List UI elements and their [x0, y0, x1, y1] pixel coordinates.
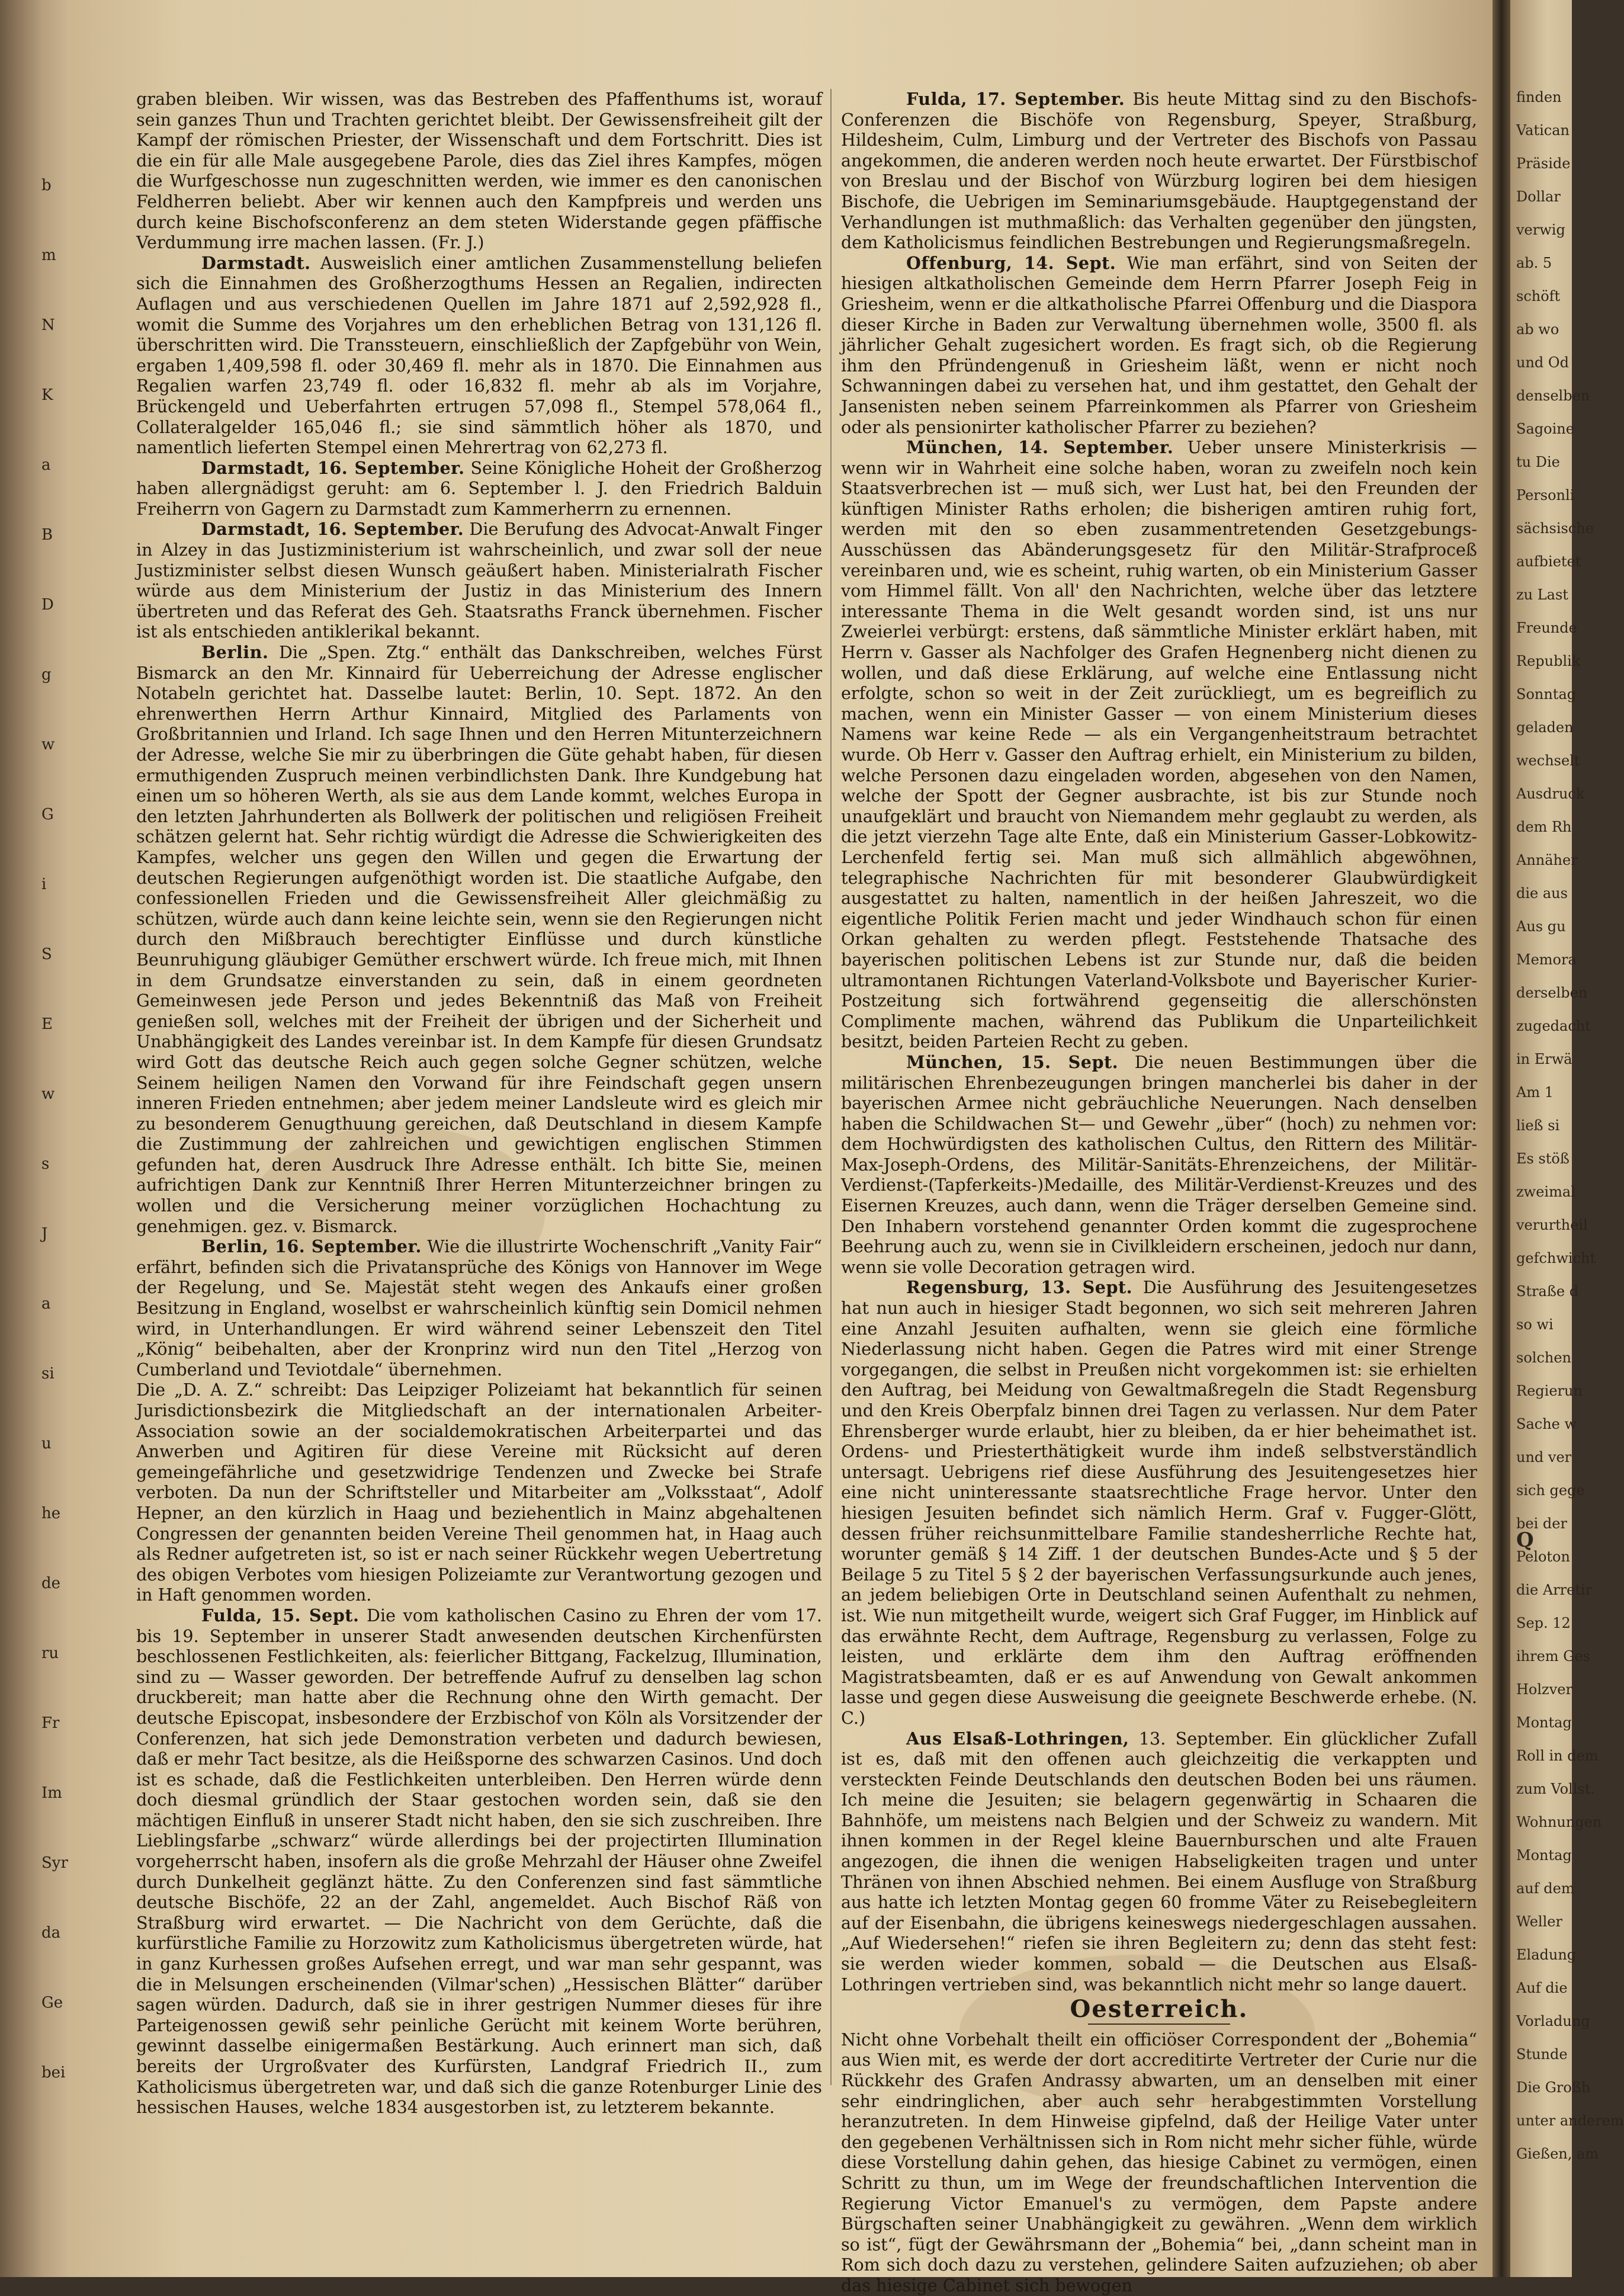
- right-page-fragment: Regierun: [1516, 1383, 1583, 1399]
- dateline: Fulda, 17. September.: [906, 89, 1125, 109]
- book-spine: [1493, 0, 1510, 2277]
- margin-fragment: D: [41, 596, 54, 614]
- dateline: Regensburg, 13. Sept.: [906, 1277, 1133, 1298]
- right-page-fragment: verwig: [1516, 222, 1565, 238]
- right-page-fragment: Personli: [1516, 487, 1575, 504]
- right-page-fragment: Vatican: [1516, 122, 1570, 139]
- margin-fragment: b: [41, 177, 52, 194]
- margin-fragment: i: [41, 876, 47, 893]
- paragraph-text: Seine Königliche Hoheit der Großherzog haben allergnädigst geruht: am 6. September l. J. den Friedrich Balduin Freiherrn von Gagern zu Darmstadt zum Kammerherrn zu ernennen.: [136, 457, 822, 519]
- dateline: Darmstadt.: [201, 252, 311, 273]
- right-page-fragment: Roll in dem: [1516, 1747, 1599, 1764]
- right-page-fragment: Sagoine: [1516, 421, 1574, 437]
- right-page-fragment: Weller: [1516, 1913, 1562, 1930]
- paragraph-text: Nicht ohne Vorbehalt theilt ein officiöser Correspondent der „Bohemia“ aus Wien mit, es werde der dort accreditirte Vertreter der Curie nur die Rückkehr des Grafen Andrassy abwarten, um an denselben mit einer sehr eindringlichen, aber auch sehr herabgestimmten Vorstellung heranzutreten. In dem Hinweise gipfelnd, daß der Heilige Vater unter den gegebenen Verhältnissen sich in Rom nicht mehr sicher fühle, würde diese Vorstellung dahin gehen, das hiesige Cabinet zu vermögen, einen Schritt zu thun, um im Wege der freundschaftlichen Intervention die Regierung Victor Emanuel's zu vermögen, dem Papste andere Bürgschaften seiner Unabhängigkeit zu gewähren. „Wenn dem wirklich so ist“, fügt der Gewährsmann der „Bohemia“ bei, „dann scheint man in Rom sich doch dazu zu verstehen, gelindere Saiten aufzuziehen; ob aber das hiesige Cabinet sich bewogen: [841, 2029, 1477, 2295]
- right-page-fragment: zweimal: [1516, 1184, 1575, 1200]
- right-page-fragment: so wi: [1516, 1316, 1554, 1333]
- article-paragraph: [841, 1277, 1477, 1728]
- article-paragraph: [841, 89, 1477, 253]
- dateline: Offenburg, 14. Sept.: [906, 252, 1116, 273]
- right-page-fragment: Vorladung: [1516, 2013, 1590, 2029]
- margin-fragment: E: [41, 1015, 53, 1033]
- right-page-fragment: zu Last: [1516, 586, 1568, 603]
- right-page-fragment: schöft: [1516, 288, 1561, 304]
- right-page-heading: Q: [1516, 1528, 1534, 1552]
- article-paragraph: [136, 1605, 822, 2118]
- margin-fragment: a: [41, 1295, 51, 1313]
- right-page-fragment: ab wo: [1516, 321, 1559, 338]
- right-page-fragment: sächsische: [1516, 520, 1594, 537]
- article-paragraph: [136, 458, 822, 520]
- right-page-fragment: zugedacht: [1516, 1018, 1591, 1034]
- right-page-fragment: Wohnungen: [1516, 1814, 1602, 1830]
- article-paragraph: [136, 253, 822, 458]
- article-paragraph: [841, 437, 1477, 1052]
- paragraph-text: Die vom katholischen Casino zu Ehren der vom 17. bis 19. September in unserer Stadt anwesenden deutschen Kirchenfürsten beschlossenen Festlichkeiten, als: feierlicher Bittgang, Fackelzug, Illumination, sind zu — Wasser geworden. Der betreffende Aufruf zu denselben lag schon druckbereit; man hatte aber die Rechnung ohne den Wirth gemacht. Der deutsche Episcopat, insbesondere der Erzbischof von Köln als Vorsitzender der Conferenzen, hat sich jede Demonstration verbeten und dadurch bewiesen, daß er mehr Tact besitze, als die Heißsporne des schwarzen Casinos. Und doch ist es schade, daß die Festlichkeiten unterbleiben. Den Herren würde denn doch diesmal gründlich der Staar gestochen worden sein, daß sie den mächtigen Einfluß in unserer Stadt nicht haben, den sie sich zuschreiben. Ihre Lieblingsfarbe „schwarz“ würde allerdings bei der projectirten Illumination vorgeherrscht haben, insofern als die große Mehrzahl der Häuser ohne Zweifel durch Dunkelheit geglänzt hätte. Zu den Conferenzen sind fast sämmtliche deutsche Bischöfe, 22 an der Zahl, angemeldet. Auch Bischof Räß von Straßburg wird erwartet. — Die Nachricht von dem Gerüchte, daß die kurfürstliche Familie zu Horzowitz zum Katholicismus übergetreten würde, hat in ganz Kurhessen großes Aufsehen erregt, und war man sehr gespannt, was die in Melsungen erscheinenden (Vilmar'schen) „Hessischen Blätter“ darüber sagen würden. Dadurch, daß sie in ihrer gestrigen Nummer dieses für ihre Parteigenossen gewiß sehr peinliche Gerücht mit keinem Worte berühren, gewinnt dasselbe einigermaßen Bestärkung. Auch erinnert man sich, daß bereits der Urgroßvater des Kurfürsten, Landgraf Friedrich II., zum Katholicismus übergetreten war, und daß sich die ganze Rotenburger Linie des hessischen Hauses, welche 1834 ausgestorben ist, zu letzterem bekannte.: [136, 1605, 823, 2118]
- right-page-fragment: Memora: [1516, 951, 1577, 968]
- right-page-fragment: Peloton: [1516, 1548, 1570, 1565]
- right-column-articles: [841, 89, 1477, 1994]
- section-heading-austria: Oesterreich.: [1070, 1995, 1249, 2024]
- right-page-fragment: Sonntag: [1516, 686, 1577, 703]
- paragraph-text: Bis heute Mittag sind zu den Bischofs-Conferenzen die Bischöfe von Regensburg, Speyer, Straßburg, Hildesheim, Culm, Limburg und der Vertreter des Bischofs von Passau angekommen, die anderen werden noch heute erwartet. Der Fürstbischof von Breslau und der Bischof von Würzburg logiren bei dem hiesigen Bischofe, die Uebrigen im Seminariumsgebäude. Hauptgegenstand der Verhandlungen ist muthmaßlich: das Verhalten gegenüber den jüngsten, dem Katholicismus feindlichen Bestrebungen und Regierungsmaßregeln.: [841, 89, 1478, 253]
- margin-fragment: si: [41, 1365, 54, 1383]
- right-page-fragment: geladen: [1516, 719, 1574, 736]
- paragraph-text: Ueber unsere Ministerkrisis — wenn wir in Wahrheit eine solche haben, woran zu zweifeln noch kein Staatsverbrechen ist — muß sich, wer Lust hat, bei den Freunden der künftigen Minister Raths erholen; die bisherigen amtiren ruhig fort, werden mit den so eben zusammentretenden Gesetzgebungs-Ausschüssen das Abänderungsgesetz für den Militär-Strafproceß vereinbaren und, wie es scheint, ruhig warten, ob ein Ministerium Gasser vom Himmel fällt. Von all' den Nachrichten, welche über das letztere interessante Thema in die Welt gesandt worden sind, ist uns nur Zweierlei verbürgt: erstens, daß sämmtliche Minister erklärt haben, mit Herrn v. Gasser als Nachfolger des Grafen Hegnenberg nicht dienen zu wollen, und daß diese Erklärung, auf welche eine Entlassung nicht erfolgte, schon so weit in der Zeit zurückliegt, um es begreiflich zu machen, wenn ein Minister Gasser — von einem Ministerium dieses Namens war keine Rede — als ein Vergangenheitstraum betrachtet wurde. Ob Herr v. Gasser den Auftrag erhielt, ein Ministerium zu bilden, welche Personen dazu eingeladen worden, abgesehen von den Namen, welche der Spott der Gegner ausbrachte, ist bis zur Stunde noch unaufgeklärt und braucht von Niemandem mehr geglaubt zu werden, als die jetzt vierzehn Tage alte Ente, daß ein Ministerium Gasser-Lobkowitz-Lerchenfeld fertig sei. Man muß sich allmählich abgewöhnen, telegraphische Nachrichten für mit besonderer Glaubwürdigkeit ausgestattet zu halten, namentlich in der heißen Jahreszeit, wo die eigentliche Politik Ferien macht und jeder Windhauch schon für einen Orkan gehalten zu werden pflegt. Feststehende Thatsache des bayerischen politischen Lebens ist zur Stunde nur, daß die beiden ultramontanen Richtungen Vaterland-Volksbote und Bayerischer Kurier-Postzeitung sich fortwährend gegenseitig die allerschönsten Complimente machen, während das Publikum die Unparteilichkeit besitzt, beiden Parteien Recht zu geben.: [841, 437, 1477, 1052]
- article-paragraph: [136, 1380, 822, 1605]
- right-page-fragment: Präside: [1516, 155, 1571, 172]
- section-rule: [1088, 2024, 1230, 2025]
- article-paragraph: [136, 89, 822, 253]
- right-page-fragment: Stunde: [1516, 2046, 1568, 2063]
- margin-fragment: Syr: [41, 1854, 68, 1872]
- margin-fragment: Ge: [41, 1994, 63, 2012]
- margin-fragment: Fr: [41, 1714, 60, 1732]
- dateline: München, 14. September.: [906, 437, 1174, 458]
- right-page-fragment: Gießen, am: [1516, 2146, 1599, 2162]
- right-page-edge: [1510, 0, 1624, 2277]
- right-page-fragment: finden: [1516, 89, 1562, 105]
- margin-fragment: he: [41, 1505, 61, 1522]
- article-paragraph: [136, 1236, 822, 1380]
- right-page-fragment: und Od: [1516, 354, 1569, 371]
- right-page-fragment: denselben: [1516, 387, 1590, 404]
- right-page-fragment: die aus: [1516, 885, 1568, 902]
- paragraph-text: Die Ausführung des Jesuitengesetzes hat nun auch in hiesiger Stadt begonnen, wo sich seit mehreren Jahren eine Anzahl Jesuiten aufhalten, wenn sie gleich eine förmliche Niederlassung nicht haben. Gegen die Patres wird mit einer Strenge vorgegangen, die selbst in Preußen nicht vorgekommen ist: sie erhielten den Auftrag, bei Meidung von Gewaltmaßregeln die Stadt Regensburg und den Kreis Oberpfalz binnen drei Tagen zu verlassen. Nur dem Pater Ehrensberger wurde erlaubt, hier zu bleiben, da er hier beheimathet ist. Ordens- und Priesterthätigkeit wurde ihm indeß selbstverständlich untersagt. Uebrigens rief diese Ausführung des Jesuitengesetzes hier eine nicht uninteressante staatsrechtliche Frage hervor. Unter den hiesigen Jesuiten befindet sich nämlich Herm. Graf v. Fugger-Glött, dessen früher reichsunmittelbare Familie standesherrliche Rechte hat, worunter gemäß § 14 Ziff. 1 der deutschen Bundes-Acte und § 5 der Beilage 5 zu Titel 5 § 2 der bayerischen Verfassungsurkunde auch jenes, an jedem beliebigen Orte in Deutschland seinen Aufenthalt zu nehmen, ist. Wie nun mitgetheilt wurde, weigert sich Graf Fugger, im Hinblick auf das erwähnte Recht, dem Auftrage, Regensburg zu verlassen, Folge zu leisten, und erklärte dem ihm den Auftrag eröffnenden Magistratsbeamten, daß er es auf Anwendung von Gewalt ankommen lasse und gegen diese Ausweisung die geeignete Beschwerde erhebe. (N. C.): [841, 1277, 1477, 1728]
- margin-fragment: w: [41, 1085, 55, 1103]
- right-page-fragment: zum Vollst.: [1516, 1781, 1596, 1797]
- article-paragraph: [841, 1729, 1477, 1995]
- margin-fragment: a: [41, 456, 51, 474]
- paragraph-text: Die neuen Bestimmungen über die militärischen Ehrenbezeugungen bringen mancherlei bis daher in der bayerischen Armee nicht gebräuchliche Neuerungen. Nach denselben haben die Schildwachen St— und Gewehr „über“ (hoch) zu nehmen vor: dem Hochwürdigsten des katholischen Cultus, den Rittern des Militär-Max-Joseph-Ordens, des Militär-Sanitäts-Ehrenzeichens, der Militär-Verdienst-(Tapferkeits-)Medaille, des Militär-Verdienst-Kreuzes und des Eisernen Kreuzes, auch dann, wenn die Träger derselben Gemeine sind. Den Inhabern vorstehend genannter Orden kommt die zugesprochene Beehrung auch zu, wenn sie in Civilkleidern erscheinen, jedoch nur dann, wenn sie volle Decoration getragen wird.: [841, 1051, 1477, 1277]
- dateline: Darmstadt, 16. September.: [201, 519, 464, 540]
- right-page-fragment: Sep. 12: [1516, 1615, 1571, 1631]
- right-page-fragment: Dollar: [1516, 188, 1561, 205]
- left-column: [136, 89, 822, 2118]
- dateline: München, 15. Sept.: [906, 1051, 1119, 1072]
- right-page-fragment: Montag: [1516, 1847, 1572, 1864]
- right-page-fragment: solchen: [1516, 1349, 1571, 1366]
- right-page-fragment: Republik: [1516, 653, 1581, 669]
- margin-fragment: B: [41, 526, 53, 544]
- paragraph-text: Ausweislich einer amtlichen Zusammenstellung beliefen sich die Einnahmen des Großherzogthums Hessen an Regalien, indirecten Auflagen und aus verschiedenen Quellen im Jahre 1871 auf 2,592,928 fl., womit die Summe des Vorjahres um den erheblichen Betrag von 131,126 fl. überschritten wird. Die Transsteuern, einschließlich der Zapfgebühr von Wein, ergaben 1,409,598 fl. oder 30,469 fl. mehr als in 1870. Die Einnahmen aus Regalien warfen 23,749 fl. oder 16,832 fl. mehr ab als im Vorjahre, Brückengeld und Ueberfahrten ertrugen 57,098 fl., Stempel 578,064 fl., Collateralgelder 165,046 fl.; sie sind sämmtlich höher als 1870, und namentlich lieferten Stempel einen Mehrertrag von 62,273 fl.: [136, 252, 822, 458]
- article-paragraph: [136, 642, 822, 1236]
- paragraph-text: Wie man erfährt, sind von Seiten der hiesigen altkatholischen Gemeinde dem Herrn Pfarrer Joseph Feig in Griesheim, wenn er die altkatholische Pfarrei Offenburg und die Diaspora dieser Kirche in Baden zur Verwaltung übernehmen wolle, 3500 fl. als jährlicher Gehalt zugesichert worden. Es fragt sich, ob die Regierung ihm den Pfründengenuß in Griesheim läßt, wenn er nicht noch Schwanningen dabei zu versehen hat, und ihm gestattet, den Gehalt der Jansenisten neben seinem Pfarreinkommen als Pfarrer von Griesheim oder als pensionirter katholischer Pfarrer zu beziehen?: [841, 252, 1478, 437]
- margin-fragment: m: [41, 246, 56, 264]
- dateline: Fulda, 15. Sept.: [201, 1605, 360, 1625]
- right-page-fragment: gefchwicht: [1516, 1250, 1596, 1266]
- right-page-fragment: aufbietet: [1516, 553, 1581, 570]
- right-page-fragment: Freunde: [1516, 620, 1577, 636]
- margin-fragment: g: [41, 666, 52, 684]
- paragraph-text: Die Berufung des Advocat-Anwalt Finger in Alzey in das Justizministerium ist wahrscheinlich, und zwar soll der neue Justizminister selbst diesen Wunsch geäußert haben. Ministerialrath Fischer würde aus dem Ministerium der Justiz in das Ministerium des Innern übertreten und das Referat des Geh. Staatsraths Franck übernehmen. Fischer ist als entschieden antiklerikal bekannt.: [136, 519, 822, 642]
- dateline: Berlin.: [201, 642, 269, 663]
- right-page-fragment: auf dem: [1516, 1880, 1575, 1897]
- right-page-fragment: Straße d: [1516, 1283, 1579, 1300]
- right-page-fragment: Ausdruck: [1516, 785, 1585, 802]
- right-page-fragment: dem Rh: [1516, 819, 1572, 835]
- right-column: [841, 89, 1477, 2296]
- margin-fragment: de: [41, 1575, 61, 1592]
- right-page-fragment: Am 1: [1516, 1084, 1554, 1101]
- dateline: Aus Elsaß-Lothringen,: [906, 1728, 1129, 1749]
- right-page-fragment: ab. 5: [1516, 255, 1552, 271]
- right-page-fragment: Aus gu: [1516, 918, 1566, 935]
- paragraph-text: Die „Spen. Ztg.“ enthält das Dankschreiben, welches Fürst Bismarck an den Mr. Kinnaird für Ueberreichung der Adresse englischer Notabeln gerichtet hat. Dasselbe lautet: Berlin, 10. Sept. 1872. An den ehrenwerthen Herrn Arthur Kinnaird, Mitglied des Parlaments von Großbritannien und Irland. Ich sage Ihnen und den Herren Mitunterzeichnern der Adresse, welche Sie mir zu überbringen die Güte gehabt haben, für diesen ermuthigenden Zuspruch meinen verbindlichsten Dank. Ihre Kundgebung hat einen um so höheren Werth, als sie aus dem Lande kommt, welches Europa in den letzten Jahrhunderten als Bollwerk der politischen und religiösen Freiheit schätzen gelernt hat. Sehr richtig würdigt die Adresse die Schwierigkeiten des Kampfes, welcher uns gegen den Willen und gegen die Erwartung der deutschen Regierungen aufgenöthigt worden ist. Die staatliche Aufgabe, den confessionellen Frieden und die Gewissensfreiheit Aller gleichmäßig zu schützen, würde auch dann keine leichte sein, wenn sie den Regierungen nicht durch den Mißbrauch berechtigter Einflüsse und durch künstliche Beunruhigung gläubiger Gemüther erschwert würde. Ich freue mich, mit Ihnen in dem Grundsatze einverstanden zu sein, daß in einem geordneten Gemeinwesen jede Person und jedes Bekenntniß das Maß von Freiheit genießen soll, welches mit der Freiheit der übrigen und der Sicherheit und Unabhängigkeit des Landes vereinbar ist. In dem Kampfe für diesen Grundsatz wird Gott das deutsche Reich auch gegen solche Gegner schützen, welche Seinem heiligen Namen den Vorwand für ihre Feindschaft gegen unsern inneren Frieden entnehmen; aber jedem meiner Landsleute wird es gleich mir zu besonderem Genugthuung gereichen, daß Deutschland in diesem Kampfe die Zustimmung der zahlreichen und gewichtigen englischen Stimmen gefunden hat, deren Ausdruck Ihre Adresse enthält. Ich bitte Sie, meinen aufrichtigen Dank zur Kenntniß Ihrer Herren Mitunterzeichner bringen zu wollen und die Versicherung meiner vorzüglichen Hochachtung zu genehmigen. gez. v. Bismarck.: [136, 642, 822, 1236]
- right-page-fragment: Annäher: [1516, 852, 1578, 868]
- article-paragraph: [841, 2029, 1477, 2296]
- paragraph-text: graben bleiben. Wir wissen, was das Bestreben des Pfaffenthums ist, worauf sein ganzes Thun und Trachten gerichtet bleibt. Der Gewissensfreiheit gilt der Kampf der römischen Priester, der Wissenschaft und dem Fortschritt. Dies ist die ein für alle Male ausgegebene Parole, dies das Ziel ihres Kampfes, mögen die Wurfgeschosse nun zugeschnitten werden, wie immer es den canonischen Feldherren beliebt. Aber wir kennen auch den Kampfpreis und werden uns durch keine Bischofsconferenz an dem steten Widerstande gegen pfäffische Verdummung irre machen lassen. (Fr. J.): [136, 89, 822, 253]
- margin-fragment: bei: [41, 2064, 66, 2082]
- right-page-fragment: verurtheil: [1516, 1217, 1588, 1233]
- column-divider: [830, 89, 832, 2085]
- paragraph-text: Die „D. A. Z.“ schreibt: Das Leipziger Polizeiamt hat bekanntlich für seinen Jurisdictionsbezirk die Mitgliedschaft an der internationalen Arbeiter-Association sowie an der socialdemokratischen Arbeiterpartei und das Anwerben und Agitiren für diese Vereine mit Rücksicht auf deren gemeingefährliche und gesetzwidrige Tendenzen und Zwecke bei Strafe verboten. Da nun der Schriftsteller und Mitarbeiter am „Volksstaat“, Adolf Hepner, an den kürzlich in Haag und beziehentlich in Mainz abgehaltenen Congressen der genannten beiden Vereine Theil genommen hat, in Haag auch als Redner aufgetreten ist, so ist er nach seiner Rückkehr wegen Uebertretung des obigen Verbotes vom hiesigen Polizeiamte zur Verantwortung gezogen und in Haft genommen worden.: [136, 1380, 822, 1605]
- right-page-fragment: Die Großh: [1516, 2079, 1591, 2096]
- right-page-fragment: ihrem Ges: [1516, 1648, 1590, 1665]
- margin-fragment: s: [41, 1155, 50, 1173]
- right-page-fragment: ließ si: [1516, 1117, 1560, 1134]
- right-page-fragment: sich gege: [1516, 1482, 1585, 1499]
- right-page-fragment: die Arretir: [1516, 1582, 1593, 1598]
- paragraph-text: Wie die illustrirte Wochenschrift „Vanity Fair“ erfährt, befinden sich die Privatansprüche des Königs von Hannover im Wege der Regelung, und Se. Majestät steht wegen des Ankaufs einer großen Besitzung in England, woselbst er wahrscheinlich künftig sein Domicil nehmen wird, in Unterhandlungen. Er wird während seiner Lebenszeit den Titel „König“ beibehalten, aber der Kronprinz wird nun den Titel „Herzog von Cumberland und Teviotdale“ übernehmen.: [136, 1236, 822, 1380]
- margin-fragment: w: [41, 736, 55, 753]
- margin-fragment: ru: [41, 1644, 59, 1662]
- right-page-fragment: bei der: [1516, 1515, 1567, 1532]
- dateline: Darmstadt, 16. September.: [201, 457, 465, 478]
- margin-fragment: Im: [41, 1784, 62, 1802]
- right-page-fragment: in Erwä: [1516, 1051, 1572, 1067]
- dateline: Berlin, 16. September.: [201, 1236, 422, 1257]
- right-page-fragment: Auf die: [1516, 1980, 1568, 1996]
- paragraph-text: 13. September. Ein glücklicher Zufall ist es, daß mit den offenen auch gleichzeitig die verkappten und versteckten Feinde Deutschlands den deutschen Boden bei uns räumen. Ich meine die Jesuiten; sie belagern gegenwärtig in Schaaren die Bahnhöfe, um meistens nach Belgien und der Schweiz zu wandern. Mit ihnen kommen in der Regel kleine Bauernburschen und alte Frauen angezogen, die ihnen die wenigen Habseligkeiten tragen und unter Thränen von ihnen Abschied nehmen. Bei einem Ausfluge von Straßburg aus hatte ich letzten Montag gegen 60 fromme Väter zu Reisebegleitern auf der Eisenbahn, die übrigens keineswegs niedergeschlagen aussahen. „Auf Wiedersehen!“ riefen sie ihren Begleitern zu; denn das steht fest: sie werden wieder kommen, sobald — die Deutschen aus Elsaß-Lothringen vertrieben sind, was bekanntlich nicht mehr so lange dauert.: [841, 1728, 1477, 1994]
- margin-fragment: N: [41, 316, 55, 334]
- right-page-fragment: und ver: [1516, 1449, 1572, 1466]
- margin-fragment: S: [41, 945, 52, 963]
- article-paragraph: [136, 519, 822, 642]
- right-page-fragment: Eladung: [1516, 1947, 1577, 1963]
- margin-fragment: G: [41, 806, 54, 823]
- right-page-fragment: unter anderem: [1516, 2112, 1624, 2129]
- article-paragraph: [841, 253, 1477, 437]
- right-page-fragment: Montag: [1516, 1714, 1572, 1731]
- article-paragraph: [841, 1052, 1477, 1278]
- margin-fragment: da: [41, 1924, 61, 1942]
- right-page-fragment: Holzver: [1516, 1681, 1572, 1698]
- right-page-fragment: derselben: [1516, 985, 1588, 1001]
- austria-articles: [841, 2029, 1477, 2296]
- right-page-fragment: tu Die: [1516, 454, 1560, 470]
- right-page-fragment: wechselt: [1516, 752, 1580, 769]
- margin-fragment: u: [41, 1435, 52, 1452]
- right-page-fragment: Sache w: [1516, 1416, 1577, 1432]
- margin-fragment: J: [41, 1225, 48, 1243]
- margin-fragment: K: [41, 386, 53, 404]
- right-page-fragment: Es stöß: [1516, 1150, 1570, 1167]
